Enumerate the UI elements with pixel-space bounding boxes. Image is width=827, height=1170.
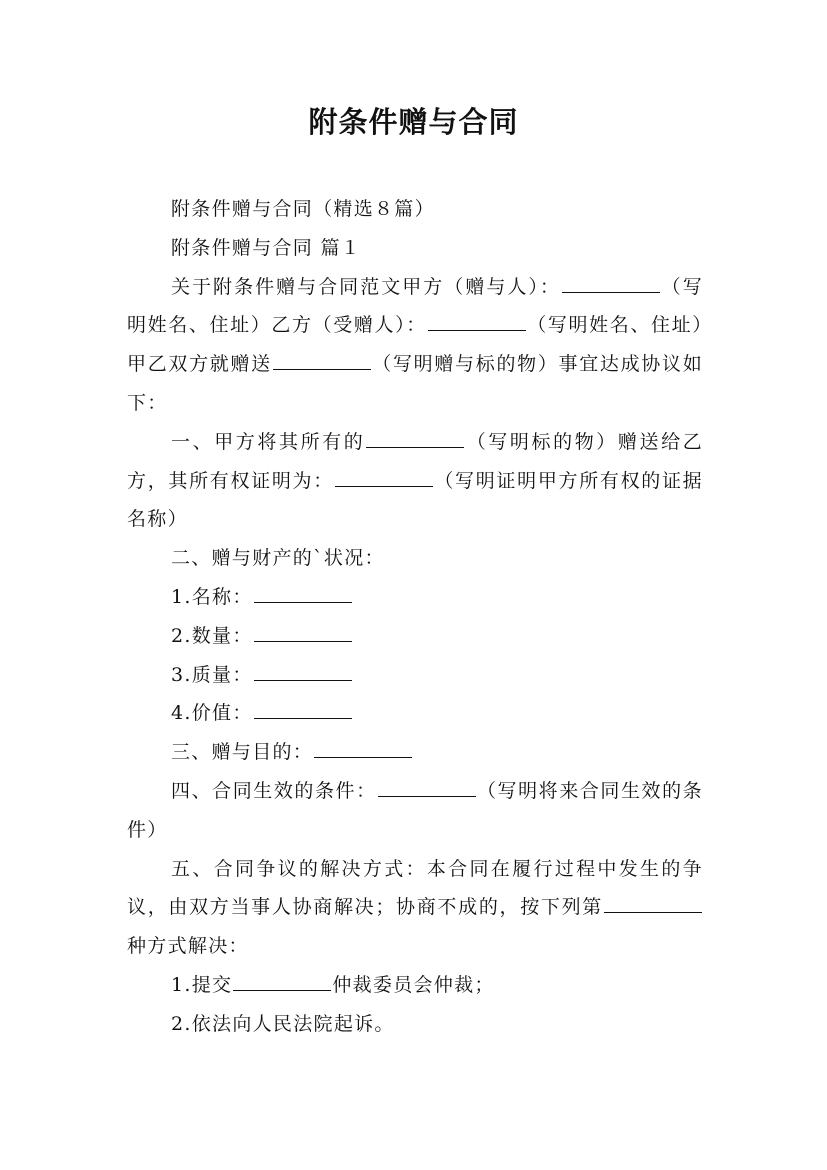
fill-in-blank (428, 329, 526, 331)
resolution-option-2: 2.依法向人民法院起诉。 (171, 1012, 395, 1035)
fill-in-blank (273, 368, 371, 370)
subtitle: 附条件赠与合同（精选８篇） (171, 198, 435, 220)
intro-paragraph: 关于附条件赠与合同范文甲方（赠与人）： （写明姓名、住址）乙方（受赠人）： （写明姓名、住址）甲乙双方就赠送 （写明赠与标的物）事宜达成协议如下： (127, 275, 703, 414)
fill-in-blank (314, 756, 412, 758)
fill-in-blank (335, 485, 433, 487)
fill-in-blank (254, 679, 352, 681)
fill-in-blank (254, 640, 352, 642)
section-heading: 附条件赠与合同 篇１ (171, 236, 362, 259)
item-quality: 3.质量： (127, 656, 703, 695)
document-title: 附条件赠与合同 (308, 105, 519, 139)
fill-in-blank (562, 291, 660, 293)
clause-5: 五、合同争议的解决方式：本合同在履行过程中发生的争议，由双方当事人协商解决；协商不成的，按下列第种方式解决： (127, 857, 703, 958)
fill-in-blank (233, 989, 331, 991)
fill-in-blank (378, 795, 476, 797)
fill-in-blank (254, 717, 352, 719)
clause-4: 四、合同生效的条件： （写明将来合同生效的条件） (127, 779, 703, 841)
resolution-option-1: 1.提交 仲裁委员会仲裁； (171, 973, 495, 996)
document-body (127, 190, 703, 1044)
item-quantity: 2.数量： (127, 617, 703, 656)
item-name: 1.名称： (127, 578, 703, 617)
clause-3: 三、赠与目的： (127, 733, 703, 772)
fill-in-blank (366, 446, 464, 448)
fill-in-blank (604, 911, 702, 913)
fill-in-blank (254, 601, 352, 603)
clause-2: 二、赠与财产的`状况： (171, 547, 385, 570)
item-value: 4.价值： (127, 694, 703, 733)
clause-1: 一、甲方将其所有的 （写明标的物）赠送给乙方，其所有权证明为： （写明证明甲方所有权的证据名称） (127, 430, 703, 531)
